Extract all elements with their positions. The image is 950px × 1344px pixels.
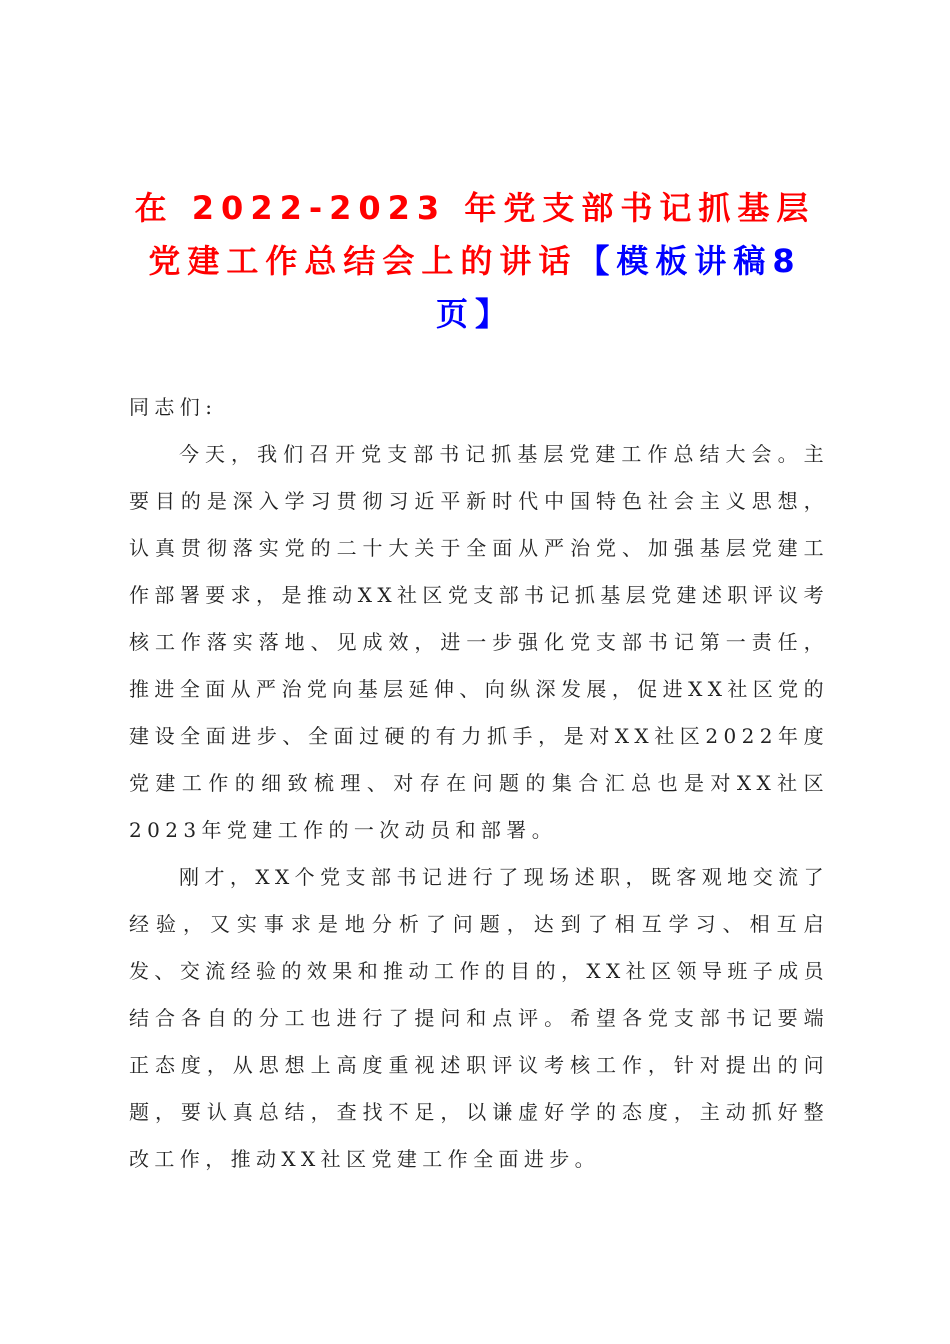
salutation: 同志们: [129, 395, 218, 419]
document-title [120, 182, 830, 341]
title-main: 在 2022-2023 年党支部书记抓基层党建工作总结会上的讲话 [134, 189, 816, 280]
document-body [129, 384, 829, 1183]
paragraph-1: 今天，我们召开党支部书记抓基层党建工作总结大会。主要目的是深入学习贯彻习近平新时代中国特色社会主义思想，认真贯彻落实党的二十大关于全面从严治党、加强基层党建工作部署要求，是推动XX社区党支部书记抓基层党建述职评议考核工作落实落地、见成效，进一步强化党支部书记第一责任，推进全面从严治党向基层延伸、向纵深发展，促进XX社区党的建设全面进步、全面过硬的有力抓手，是对XX社区2022年度党建工作的细致梳理、对存在问题的集合汇总也是对XX社区2023年党建工作的一次动员和部署。 [129, 442, 829, 842]
title-tag: 【模板讲稿8页】 [435, 242, 802, 333]
paragraph-2: 刚才，XX个党支部书记进行了现场述职，既客观地交流了经验，又实事求是地分析了问题，达到了相互学习、相互启发、交流经验的效果和推动工作的目的，XX社区领导班子成员结合各自的分工也进行了提问和点评。希望各党支部书记要端正态度，从思想上高度重视述职评议考核工作，针对提出的问题，要认真总结，查找不足，以谦虚好学的态度，主动抓好整改工作，推动XX社区党建工作全面进步。 [129, 865, 829, 1171]
